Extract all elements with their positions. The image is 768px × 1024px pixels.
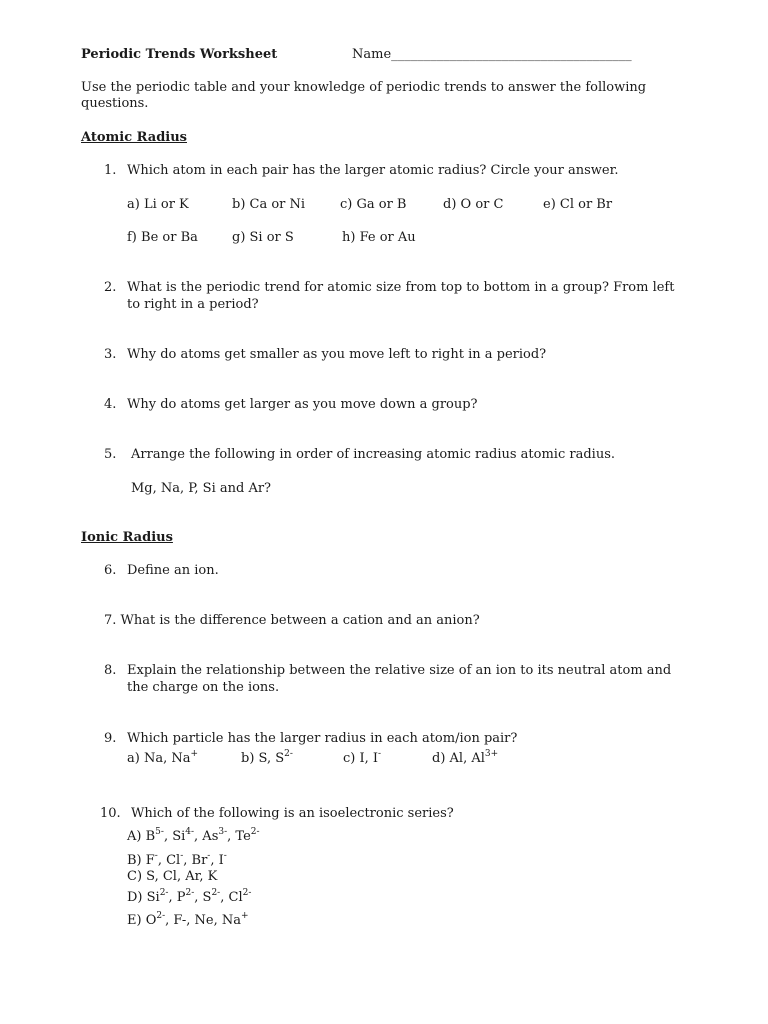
question-number: 3.: [104, 347, 117, 362]
option-text: , I: [210, 853, 224, 868]
answer-option: c) Ga or B: [340, 197, 407, 212]
charge-superscript: -: [180, 851, 184, 861]
section-heading-atomic-radius: Atomic Radius: [81, 130, 187, 145]
series-option-e: [127, 913, 249, 930]
answer-option: [127, 751, 198, 768]
question-text: Why do atoms get smaller as you move left to right in a period?: [127, 347, 547, 362]
question-text: to right in a period?: [127, 297, 259, 312]
charge-superscript: -: [378, 749, 382, 759]
charge-superscript: 3-: [218, 827, 228, 837]
charge-superscript: -: [207, 851, 211, 861]
name-line: Name_____________________________________: [352, 47, 632, 62]
question-number: 10.: [100, 806, 121, 821]
answer-option: [343, 751, 381, 768]
option-text: , P: [168, 890, 186, 905]
charge-superscript: 3+: [484, 749, 499, 759]
answer-option: a) Li or K: [127, 197, 189, 212]
question-number: 6.: [104, 563, 117, 578]
page-title: Periodic Trends Worksheet: [81, 47, 278, 62]
series-option-a: [127, 829, 260, 846]
question-number: 8.: [104, 663, 117, 678]
option-text: A) B: [127, 829, 156, 844]
option-text: B) F: [127, 853, 155, 868]
question-text: Which of the following is an isoelectronic series?: [131, 806, 454, 821]
charge-superscript: 2-: [185, 888, 195, 898]
charge-superscript: +: [190, 749, 199, 759]
option-text: D) Si: [127, 890, 160, 905]
series-option-b: [127, 853, 227, 870]
option-base: c) I, I: [343, 751, 379, 766]
option-text: , Te: [227, 829, 251, 844]
question-text: 7. What is the difference between a cation and an anion?: [104, 613, 480, 628]
option-text: , Cl: [157, 853, 181, 868]
element-list: Mg, Na, P, Si and Ar?: [131, 481, 272, 496]
question-text: Which atom in each pair has the larger atomic radius? Circle your answer.: [127, 163, 619, 178]
option-text: E) O: [127, 913, 157, 928]
question-text: Explain the relationship between the relative size of an ion to its neutral atom and: [127, 663, 672, 678]
charge-superscript: 4-: [185, 827, 195, 837]
charge-superscript: -: [223, 851, 227, 861]
question-number: 5.: [104, 447, 117, 462]
intro-text: Use the periodic table and your knowledge of periodic trends to answer the following questions.: [81, 80, 647, 111]
option-base: a) Na, Na: [127, 751, 191, 766]
charge-superscript: -: [154, 851, 158, 861]
answer-option: e) Cl or Br: [543, 197, 613, 212]
answer-option: [241, 751, 293, 768]
question-text: What is the periodic trend for atomic size from top to bottom in a group? From left: [127, 280, 675, 295]
option-text: , Br: [183, 853, 208, 868]
option-text: , As: [194, 829, 219, 844]
question-number: 9.: [104, 731, 117, 746]
question-text: the charge on the ions.: [127, 680, 280, 695]
charge-superscript: 2-: [250, 827, 260, 837]
section-heading-ionic-radius: Ionic Radius: [81, 530, 173, 545]
question-number: 4.: [104, 397, 117, 412]
question-text: Which particle has the larger radius in each atom/ion pair?: [127, 731, 518, 746]
charge-superscript: 2-: [159, 888, 169, 898]
charge-superscript: 2-: [284, 749, 293, 759]
answer-option: [432, 751, 498, 768]
option-text: , Si: [163, 829, 186, 844]
answer-option: b) Ca or Ni: [232, 197, 306, 212]
series-option-d: [127, 890, 251, 907]
question-text: Arrange the following in order of increasing atomic radius atomic radius.: [131, 447, 616, 462]
charge-superscript: 2-: [242, 888, 252, 898]
answer-option: h) Fe or Au: [342, 230, 416, 245]
option-text: , F-, Ne, Na: [165, 913, 241, 928]
charge-superscript: 5-: [155, 827, 164, 837]
option-text: , Cl: [220, 890, 243, 905]
option-base: b) S, S: [241, 751, 285, 766]
question-number: 1.: [104, 163, 117, 178]
charge-superscript: +: [240, 911, 249, 921]
answer-option: d) O or C: [443, 197, 504, 212]
question-number: 2.: [104, 280, 117, 295]
question-text: Why do atoms get larger as you move down a group?: [127, 397, 478, 412]
option-base: d) Al, Al: [432, 751, 485, 766]
answer-option: f) Be or Ba: [127, 230, 198, 245]
answer-option: g) Si or S: [232, 230, 294, 245]
question-text: Define an ion.: [127, 563, 219, 578]
option-text: , S: [194, 890, 212, 905]
charge-superscript: 2-: [156, 911, 166, 921]
series-option-c: C) S, Cl, Ar, K: [127, 869, 218, 884]
charge-superscript: 2-: [211, 888, 221, 898]
